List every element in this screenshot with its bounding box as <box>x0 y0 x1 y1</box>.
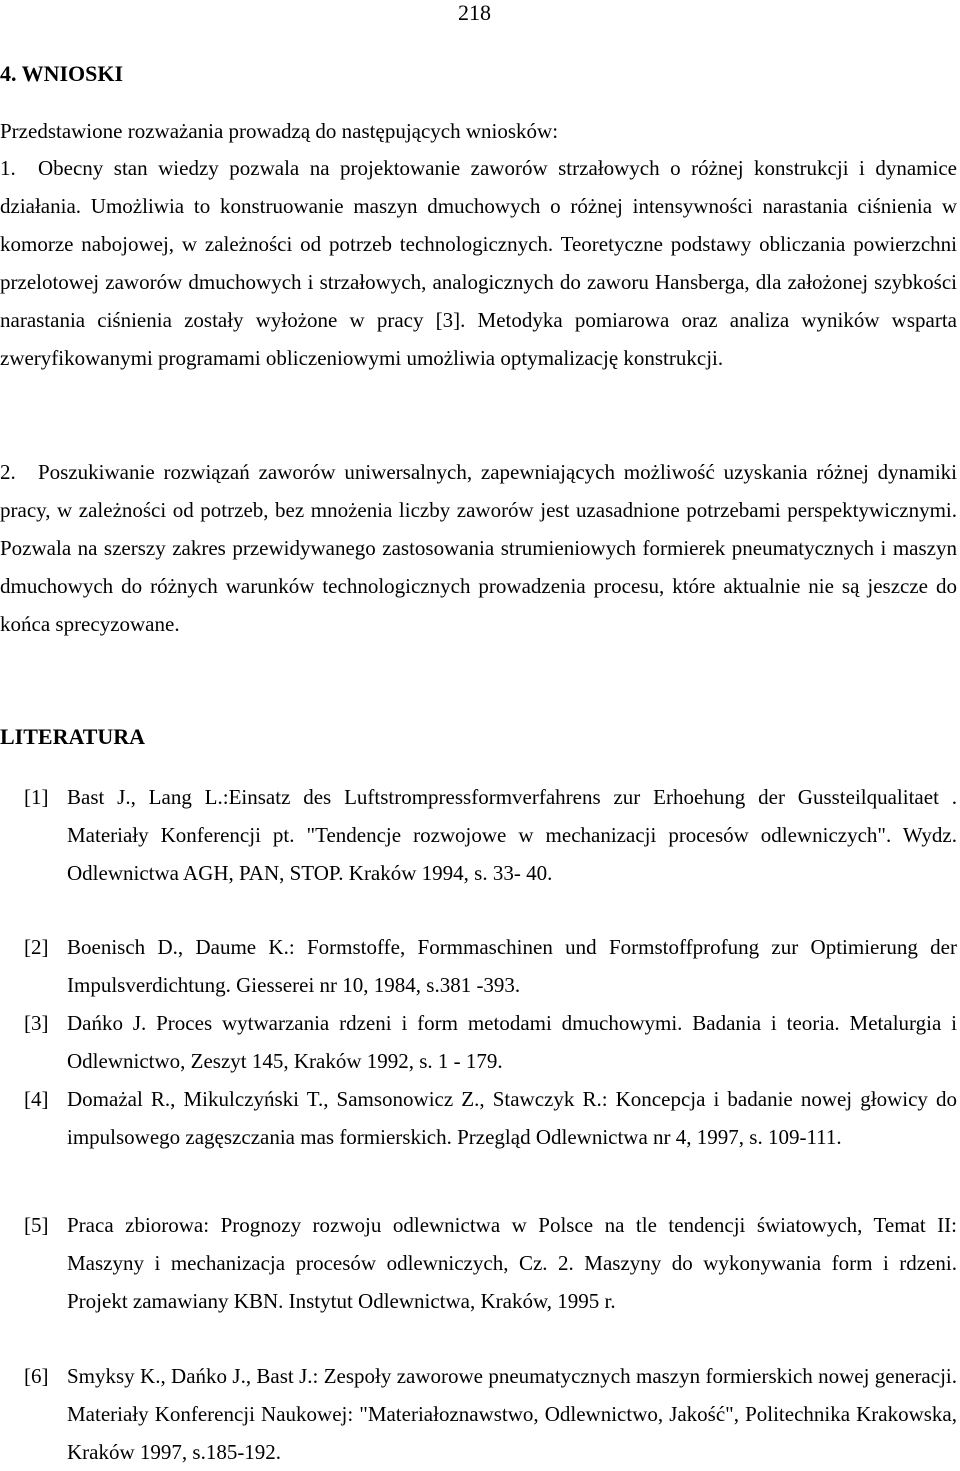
reference-text: Smyksy K., Dańko J., Bast J.: Zespoły zaworowe pneumatycznych maszyn formierskich nowej generacji. Materiały Konferencji Naukowej: "Materiałoznawstwo, Odlewnictwo, Jakość", Politechnika Krakowska, Kraków 1997, s.185-192. <box>67 1364 957 1464</box>
reference-item <box>24 1357 957 1471</box>
reference-number: [2] <box>24 935 49 959</box>
reference-text: Domażal R., Mikulczyński T., Samsonowicz Z., Stawczyk R.: Koncepcja i badanie nowej głowicy do impulsowego zagęszczania mas formierskich. Przegląd Odlewnictwa nr 4, 1997, s. 109-111. <box>67 1087 957 1149</box>
section-heading-conclusions: 4. WNIOSKI <box>0 61 124 86</box>
conclusion-text: Poszukiwanie rozwiązań zaworów uniwersalnych, zapewniających możliwość uzyskania różnej dynamiki pracy, w zależności od potrzeb, bez mnożenia liczby zaworów jest uzasadnione potrzebami perspektywicznymi. Pozwala na szerszy zakres przewidywanego zastosowania strumieniowych formierek pneumatycznych i maszyn dmuchowych do różnych warunków technologicznych prowadzenia procesu, które aktualnie nie są jeszcze do końca sprecyzowane. <box>0 460 957 636</box>
reference-number: [1] <box>24 785 49 809</box>
intro-paragraph: Przedstawione rozważania prowadzą do następujących wniosków: <box>0 119 559 143</box>
reference-item <box>24 778 957 892</box>
conclusion-text: Obecny stan wiedzy pozwala na projektowanie zaworów strzałowych o różnej konstrukcji i dynamice działania. Umożliwia to konstruowanie maszyn dmuchowych o różnej intensywności narastania ciśnienia w komorze nabojowej, w zależności od potrzeb technologicznych. Teoretyczne podstawy obliczania powierzchni przelotowej zaworów dmuchowych i strzałowych, analogicznych do zaworu Hansberga, dla założonej szybkości narastania ciśnienia zostały wyłożone w pracy [3]. Metodyka pomiarowa oraz analiza wyników wsparta zweryfikowanymi programami obliczeniowymi umożliwia optymalizację konstrukcji. <box>0 156 957 370</box>
conclusion-number: 1. <box>0 156 16 180</box>
section-heading-literature: LITERATURA <box>0 724 146 749</box>
conclusion-item <box>0 453 957 643</box>
conclusion-item <box>0 149 957 377</box>
reference-text: Praca zbiorowa: Prognozy rozwoju odlewnictwa w Polsce na tle tendencji światowych, Temat II: Maszyny i mechanizacja procesów odlewniczych, Cz. 2. Maszyny do wykonywania form i rdzeni. Projekt zamawiany KBN. Instytut Odlewnictwa, Kraków, 1995 r. <box>67 1213 957 1313</box>
reference-number: [4] <box>24 1087 49 1111</box>
reference-number: [6] <box>24 1364 49 1388</box>
reference-text: Dańko J. Proces wytwarzania rdzeni i form metodami dmuchowymi. Badania i teoria. Metalurgia i Odlewnictwo, Zeszyt 145, Kraków 1992, s. 1 - 179. <box>67 1011 957 1073</box>
reference-text: Boenisch D., Daume K.: Formstoffe, Formmaschinen und Formstoffprofung zur Optimierung der Impulsverdichtung. Giesserei nr 10, 1984, s.381 -393. <box>67 935 957 997</box>
reference-text: Bast J., Lang L.:Einsatz des Luftstrompressformverfahrens zur Erhoehung der Gussteilqualitaet . Materiały Konferencji pt. "Tendencje rozwojowe w mechanizacji procesów odlewniczych". Wydz. Odlewnictwa AGH, PAN, STOP. Kraków 1994, s. 33- 40. <box>67 785 957 885</box>
reference-number: [5] <box>24 1213 49 1237</box>
reference-item <box>24 928 957 1004</box>
reference-item <box>24 1004 957 1080</box>
reference-item <box>24 1206 957 1320</box>
reference-number: [3] <box>24 1011 49 1035</box>
page-number: 218 <box>458 0 491 25</box>
reference-item <box>24 1080 957 1156</box>
conclusion-number: 2. <box>0 460 16 484</box>
